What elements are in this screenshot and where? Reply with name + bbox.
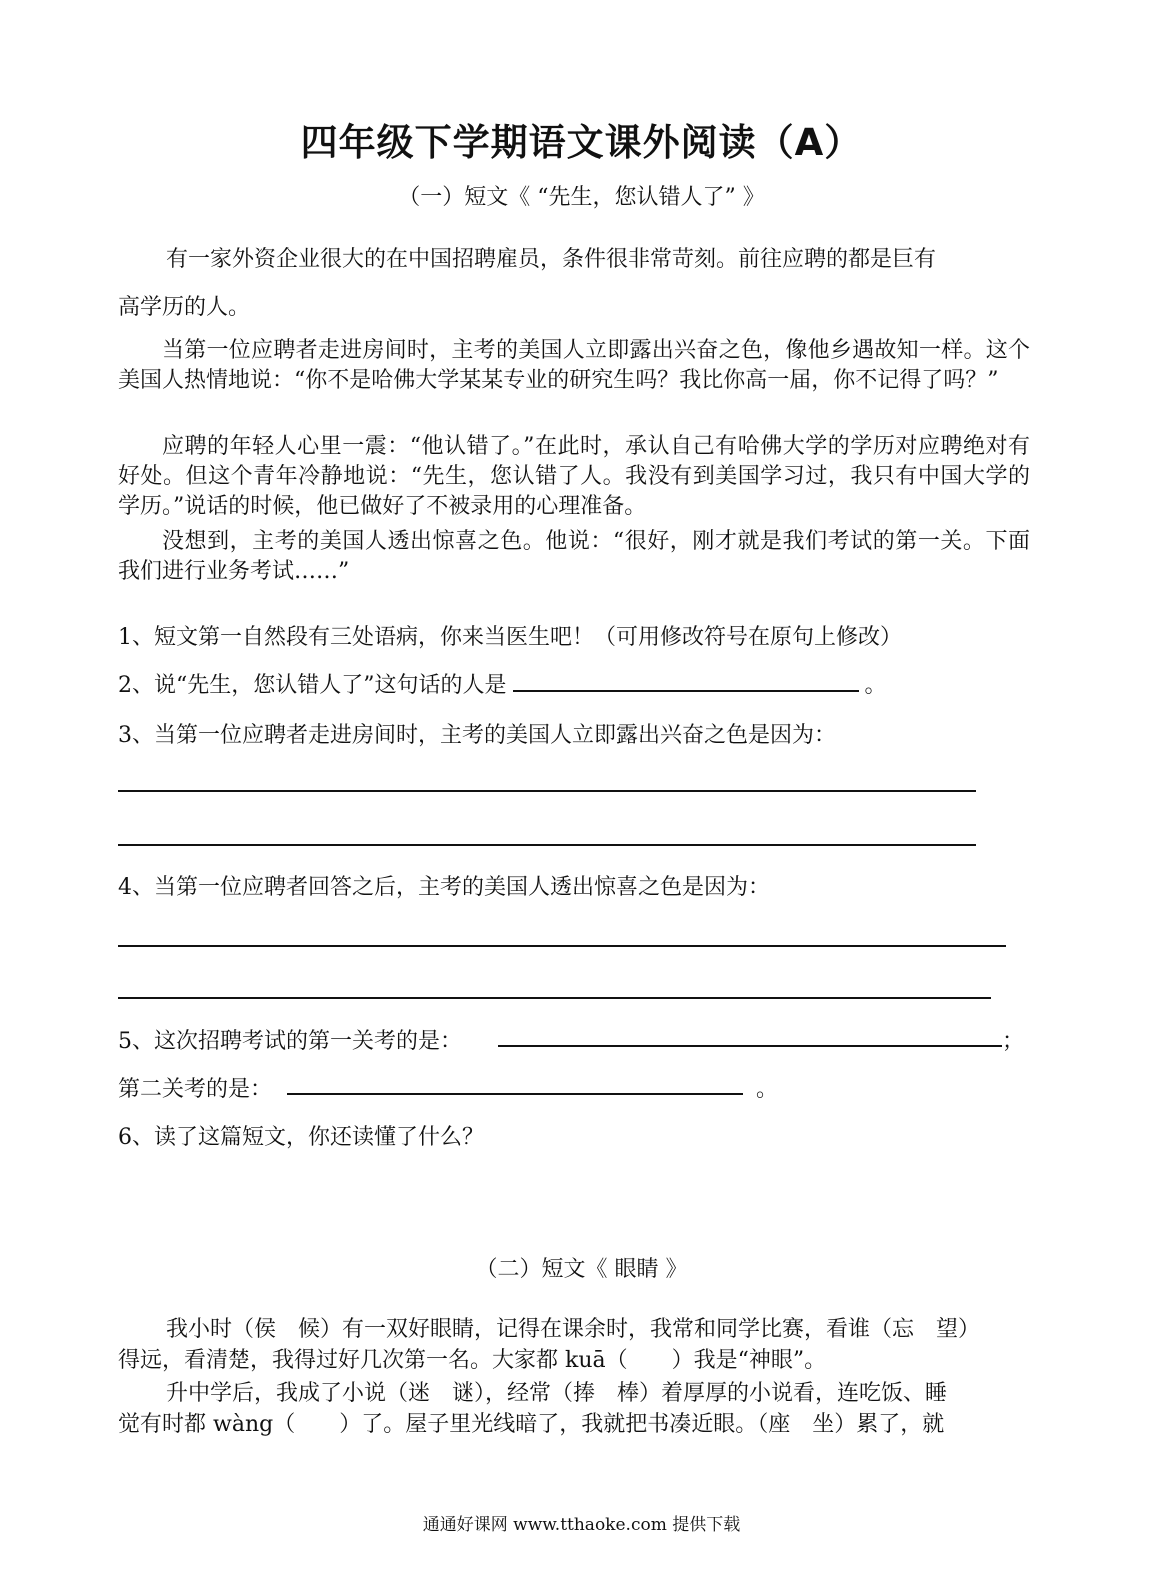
question-5b-suffix: 。 <box>756 1077 779 1102</box>
question-2 <box>118 668 887 699</box>
answer-blank-5a[interactable] <box>498 1045 1002 1047</box>
question-6: 6、读了这篇短文，你还读懂了什么？ <box>118 1125 484 1150</box>
question-2-text: 2、说“先生，您认错人了”这句话的人是 <box>118 673 507 698</box>
question-5: 5、这次招聘考试的第一关考的是： <box>118 1029 462 1054</box>
s2-p2-line2: 觉有时都 wàng（ ）了。屋子里光线暗了，我就把书凑近眼。（座 坐）累了，就 <box>118 1412 945 1437</box>
s1-p1-line2: 高学历的人。 <box>118 295 251 320</box>
answer-line-4a[interactable] <box>118 945 1006 947</box>
page-title: 四年级下学期语文课外阅读（A） <box>300 121 863 164</box>
section2-heading: （二）短文《 眼睛 》 <box>475 1257 688 1282</box>
section1-heading: （一）短文《 “先生，您认错人了” 》 <box>398 185 765 210</box>
answer-blank-5b[interactable] <box>287 1093 743 1095</box>
question-4: 4、当第一位应聘者回答之后，主考的美国人透出惊喜之色是因为： <box>118 875 770 900</box>
answer-line-4b[interactable] <box>118 997 991 999</box>
question-5-suffix: ； <box>1002 1029 1025 1054</box>
s1-paragraph-2: 当第一位应聘者走进房间时，主考的美国人立即露出兴奋之色，像他乡遇故知一样。这个美国人热情地说：“你不是哈佛大学某某专业的研究生吗？我比你高一届，你不记得了吗？” <box>118 338 1030 393</box>
question-3: 3、当第一位应聘者走进房间时，主考的美国人立即露出兴奋之色是因为： <box>118 723 836 748</box>
answer-blank-2[interactable] <box>513 670 859 692</box>
s2-p1-line1: 我小时（侯 候）有一双好眼睛，记得在课余时，我常和同学比赛，看谁（忘 望） <box>166 1317 981 1342</box>
question-5b: 第二关考的是： <box>118 1077 273 1102</box>
s2-p2-line1: 升中学后，我成了小说（迷 谜），经常（捧 棒）着厚厚的小说看，连吃饭、睡 <box>166 1381 948 1406</box>
s1-paragraph-3: 应聘的年轻人心里一震：“他认错了。”在此时，承认自己有哈佛大学的学历对应聘绝对有好处。但这个青年冷静地说：“先生，您认错了人。我没有到美国学习过，我只有中国大学的学历。”说话的时候，他已做好了不被录用的心理准备。 <box>118 434 1030 519</box>
footer-credit: 通通好课网 www.tthaoke.com 提供下载 <box>422 1515 741 1535</box>
s1-p1-line1: 有一家外资企业很大的在中国招聘雇员，条件很非常苛刻。前往应聘的都是巨有 <box>166 247 937 272</box>
question-2-suffix: 。 <box>864 673 887 698</box>
question-1: 1、短文第一自然段有三处语病，你来当医生吧！（可用修改符号在原句上修改） <box>118 625 902 650</box>
s2-p1-line2: 得远，看清楚，我得过好几次第一名。大家都 kuā（ ）我是“神眼”。 <box>118 1348 827 1373</box>
answer-line-3b[interactable] <box>118 844 976 846</box>
s1-paragraph-4: 没想到，主考的美国人透出惊喜之色。他说：“很好，刚才就是我们考试的第一关。下面我们进行业务考试……” <box>118 529 1030 584</box>
answer-line-3a[interactable] <box>118 790 976 792</box>
